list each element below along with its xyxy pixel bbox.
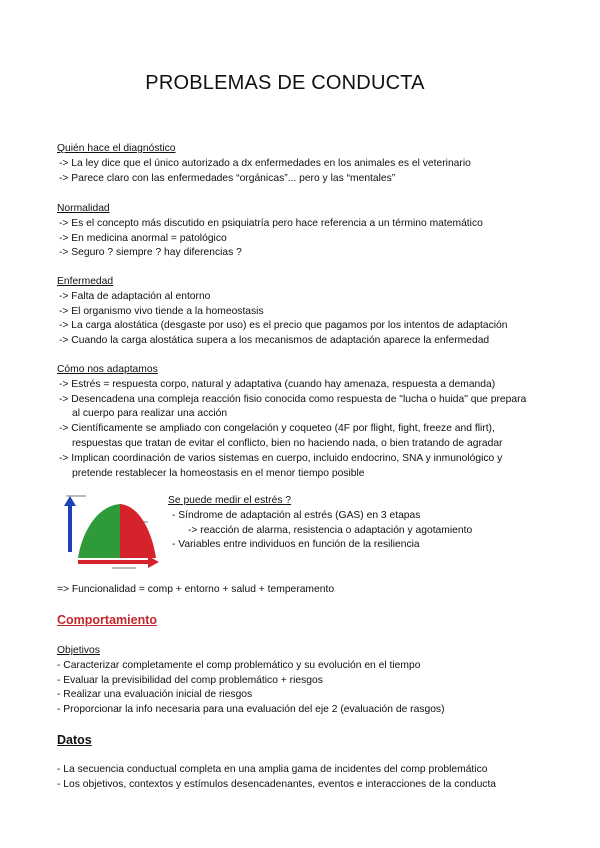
section-normalidad xyxy=(57,202,483,261)
text-line: -> Implican coordinación de varios sistemas en cuerpo, incluido endocrino, SNA y inmunológico y xyxy=(59,452,503,464)
section-adaptacion xyxy=(57,363,526,481)
section-datos xyxy=(57,763,496,793)
section-heading: Quién hace el diagnóstico xyxy=(57,143,176,154)
section-objetivos xyxy=(57,644,445,718)
list-item: - La secuencia conductual completa en una amplia gama de incidentes del comp problemático xyxy=(57,764,488,775)
section-heading: Enfermedad xyxy=(57,276,114,287)
text-line: => Funcionalidad = comp + entorno + salud + temperamento xyxy=(57,584,335,595)
stress-curve-figure xyxy=(62,492,162,570)
text-line: -> Cuando la carga alostática supera a los mecanismos de adaptación aparece la enfermedad xyxy=(59,335,490,347)
list-item: - Proporcionar la info necesaria para una evaluación del eje 2 (evaluación de rasgos) xyxy=(57,704,445,716)
text-line: -> Desencadena una compleja reacción fisio conocida como respuesta de "lucha o huida" que prepara xyxy=(59,393,527,405)
section-heading: Normalidad xyxy=(57,203,110,214)
section-heading: Se puede medir el estrés ? xyxy=(168,495,292,506)
funcionalidad-line xyxy=(57,583,334,598)
text-line: -> La ley dice que el único autorizado a dx enfermedades en los animales es el veterinario xyxy=(59,157,471,169)
datos-heading: Datos xyxy=(57,733,92,747)
section-enfermedad xyxy=(57,275,507,349)
text-line: - Síndrome de adaptación al estrés (GAS) en 3 etapas xyxy=(172,509,421,521)
text-line: -> El organismo vivo tiende a la homeostasis xyxy=(59,305,264,317)
alarm-phase-area xyxy=(78,504,120,558)
text-line: -> Falta de adaptación al entorno xyxy=(59,290,211,302)
list-item: - Realizar una evaluación inicial de riesgos xyxy=(57,689,253,701)
text-line: -> Parece claro con las enfermedades “orgánicas”... pero y las “mentales” xyxy=(59,172,396,184)
text-line: -> En medicina anormal = patológico xyxy=(59,232,227,244)
text-line: -> Es el concepto más discutido en psiquiatría pero hace referencia a un término matemático xyxy=(59,217,483,229)
list-item: - Caracterizar completamente el comp problemático y su evolución en el tiempo xyxy=(57,659,421,671)
text-line: pretende restablecer la homeostasis en el menor tiempo posible xyxy=(72,467,365,479)
text-line: al cuerpo para realizar una acción xyxy=(72,408,228,420)
page-title: PROBLEMAS DE CONDUCTA xyxy=(145,72,425,94)
text-line: - Variables entre individuos en función de la resiliencia xyxy=(172,539,420,551)
resistance-phase-area xyxy=(120,504,156,558)
list-item: - Evaluar la previsibilidad del comp problemático + riesgos xyxy=(57,674,323,686)
section-diagnostico xyxy=(57,142,471,186)
section-heading: Cómo nos adaptamos xyxy=(57,364,158,375)
text-line: -> Seguro ? siempre ? hay diferencias ? xyxy=(59,247,242,259)
text-line: -> Científicamente se ampliado con congelación y coqueteo (4F por flight, fight, freeze and flirt), xyxy=(59,423,495,435)
text-line: -> Estrés = respuesta corpo, natural y adaptativa (cuando hay amenaza, respuesta a demanda) xyxy=(59,378,496,390)
section-heading: Objetivos xyxy=(57,645,100,656)
text-line: respuestas que tratan de evitar el conflicto, bien no haciendo nada, o bien tratando de agradar xyxy=(72,437,503,449)
list-item: - Los objetivos, contextos y estímulos desencadenantes, eventos e interacciones de la conducta xyxy=(57,778,497,790)
comportamiento-heading: Comportamiento xyxy=(57,613,157,627)
y-axis-arrowhead xyxy=(64,496,76,506)
stress-measure-text xyxy=(168,494,472,553)
text-line: -> La carga alostática (desgaste por uso) es el precio que pagamos por los intentos de adaptación xyxy=(59,320,508,332)
text-line: -> reacción de alarma, resistencia o adaptación y agotamiento xyxy=(188,524,473,536)
